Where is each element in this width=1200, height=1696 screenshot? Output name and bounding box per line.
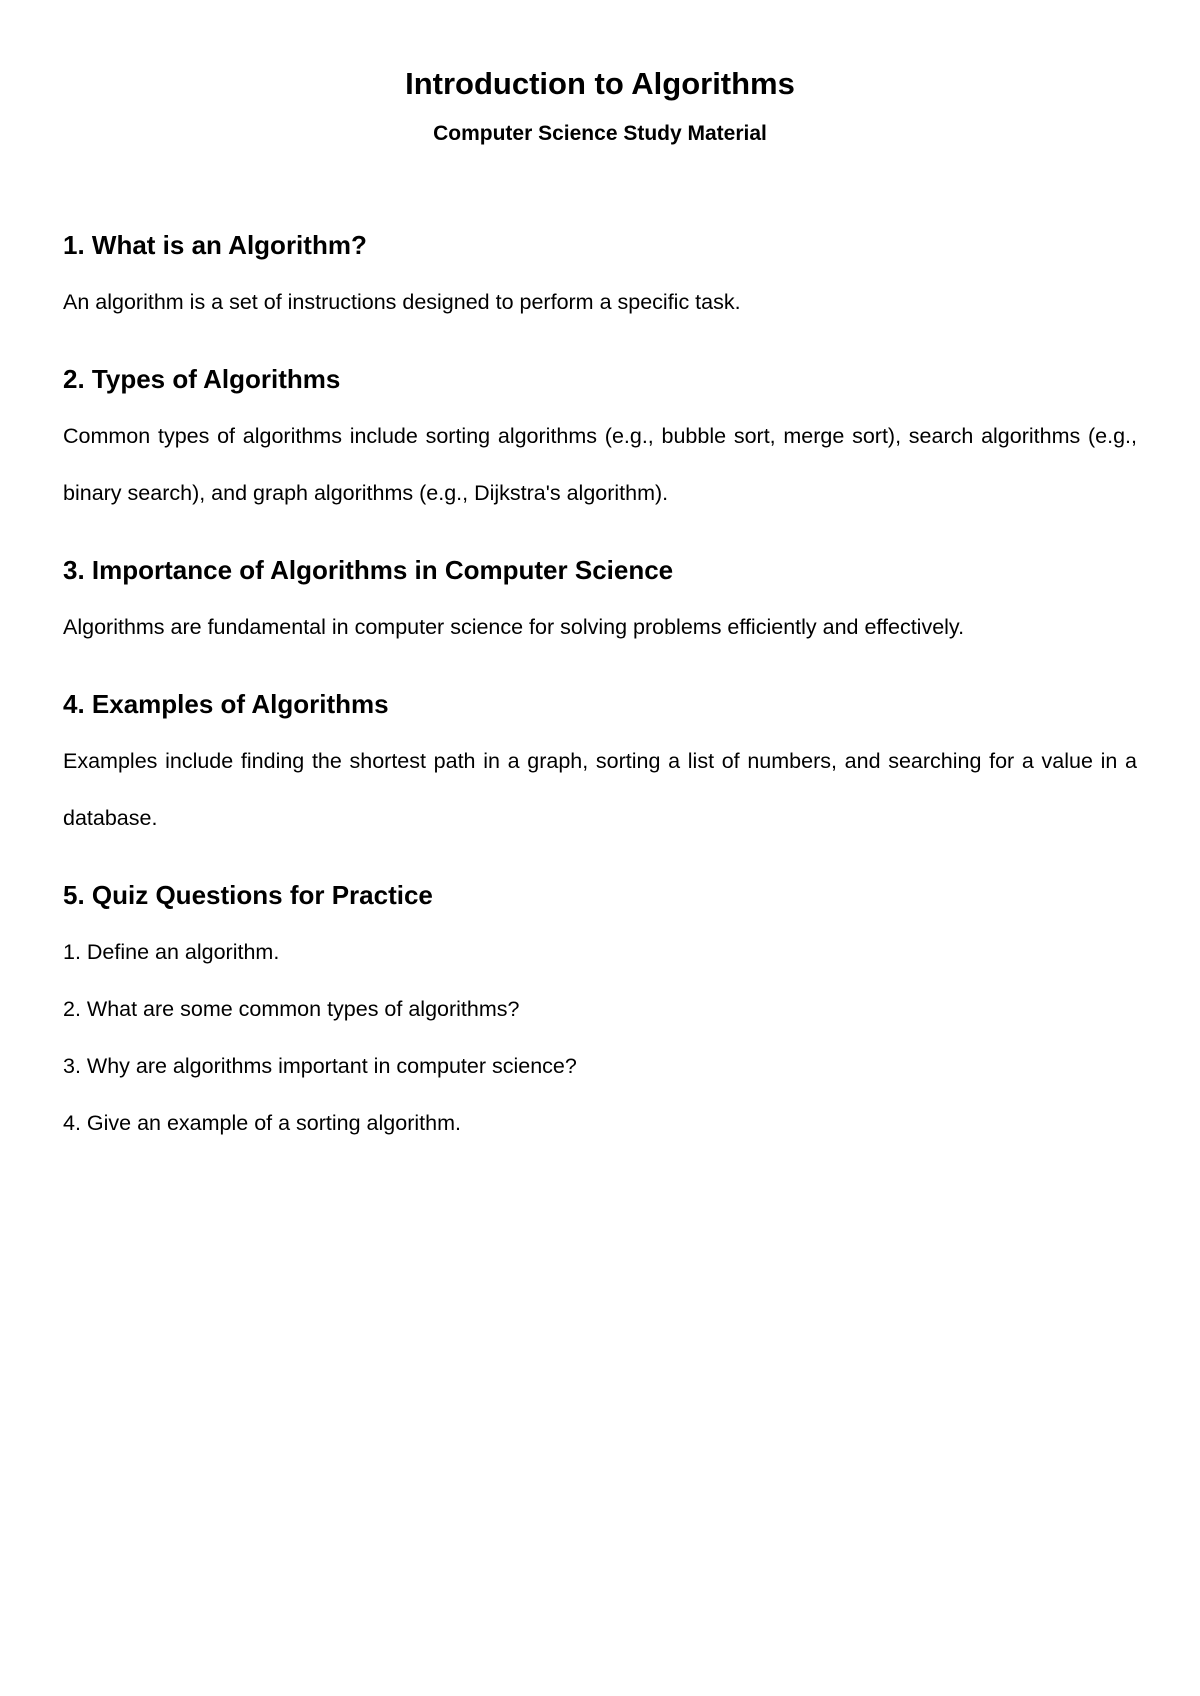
section-heading: 3. Importance of Algorithms in Computer Science	[63, 555, 674, 585]
section-heading: 5. Quiz Questions for Practice	[63, 880, 433, 910]
quiz-question: 1. Define an algorithm.	[63, 940, 280, 964]
document-title: Introduction to Algorithms	[405, 66, 795, 101]
quiz-question: 4. Give an example of a sorting algorithm.	[63, 1111, 461, 1135]
section-body: Algorithms are fundamental in computer science for solving problems efficiently and effectively.	[63, 615, 965, 639]
section-examples-of-algorithms	[63, 687, 1137, 847]
document-subtitle: Computer Science Study Material	[433, 122, 767, 145]
section-body: Examples include finding the shortest path in a graph, sorting a list of numbers, and searching for a value in a database.	[63, 749, 1137, 830]
quiz-question: 2. What are some common types of algorithms?	[63, 997, 520, 1021]
quiz-question: 3. Why are algorithms important in computer science?	[63, 1054, 577, 1078]
section-quiz-questions	[63, 878, 1137, 1152]
section-heading: 1. What is an Algorithm?	[63, 230, 367, 260]
section-body: Common types of algorithms include sorting algorithms (e.g., bubble sort, merge sort), search algorithms (e.g., binary search), and graph algorithms (e.g., Dijkstra's algorithm).	[63, 424, 1137, 505]
section-importance-of-algorithms	[63, 553, 1137, 656]
section-types-of-algorithms	[63, 362, 1137, 522]
section-body: An algorithm is a set of instructions designed to perform a specific task.	[63, 290, 741, 314]
section-heading: 4. Examples of Algorithms	[63, 689, 389, 719]
section-heading: 2. Types of Algorithms	[63, 364, 341, 394]
section-what-is-algorithm	[63, 228, 1137, 331]
